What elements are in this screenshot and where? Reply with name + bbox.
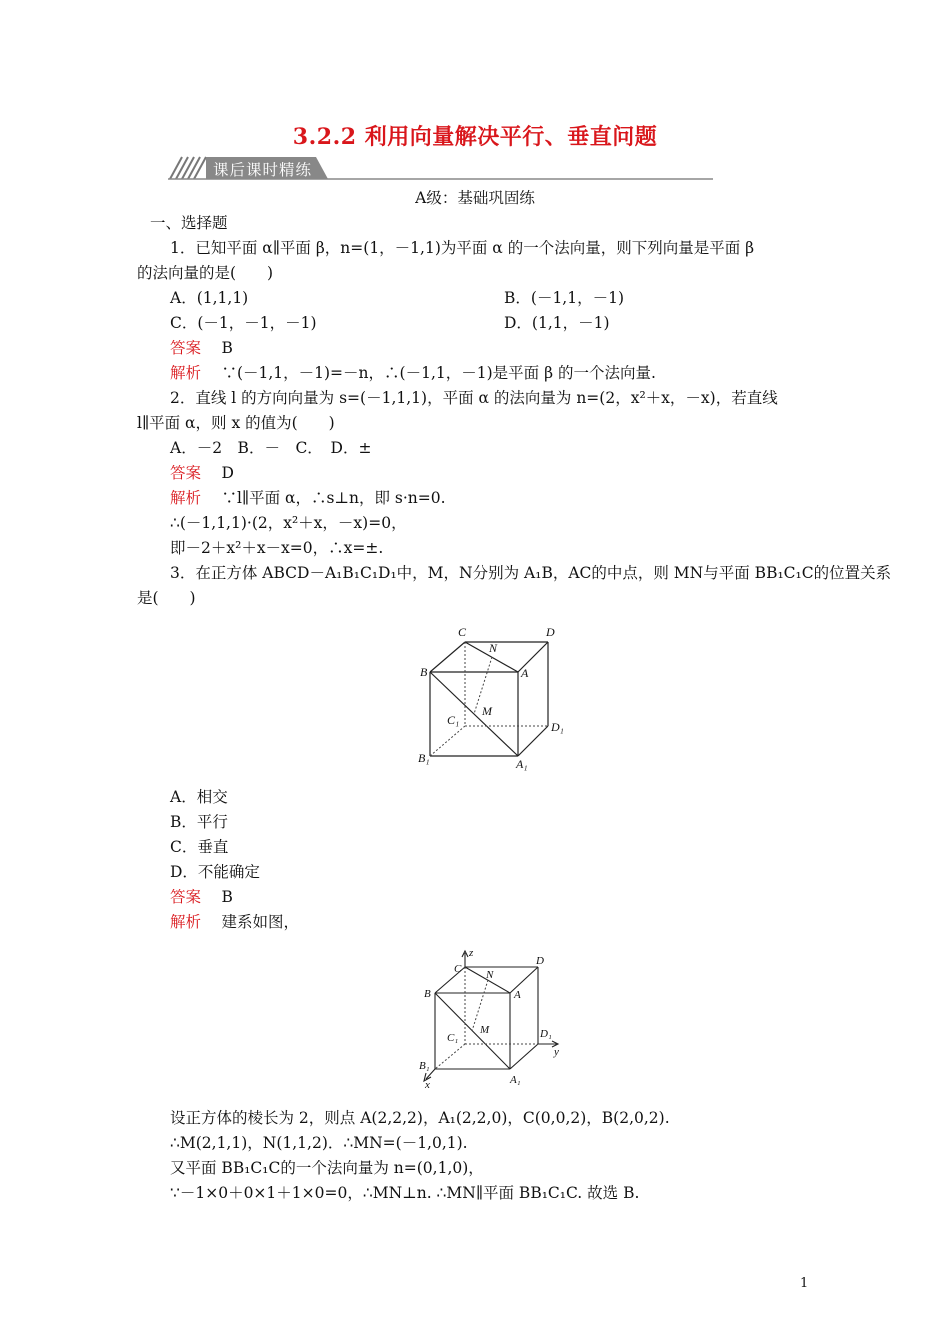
label-b: B	[424, 988, 431, 1000]
q3-option-d: D．不能确定	[170, 863, 260, 881]
q3-option-a: A．相交	[170, 788, 228, 806]
q3-solution-line4: ∵－1×0＋0×1＋1×0=0，∴MN⊥n. ∴MN∥平面 BB₁C₁C. 故选 B.	[170, 1184, 640, 1202]
answer-value: B	[221, 339, 233, 357]
axis-x-label: x	[425, 1079, 430, 1090]
q3-solution-line3: 又平面 BB₁C₁C的一个法向量为 n=(0,1,0)，	[170, 1159, 484, 1177]
q1-stem-line1: 1．已知平面 α∥平面 β，n=(1，－1,1)为平面 α 的一个法向量，则下列向量是平面 β	[170, 239, 755, 257]
label-n: N	[489, 641, 498, 655]
answer-label: 答案	[170, 464, 202, 482]
q1-analysis	[170, 363, 656, 383]
label-d1: D₁	[540, 1028, 552, 1040]
answer-value: D	[221, 464, 234, 482]
analysis-label: 解析	[170, 364, 202, 382]
page-number: 1	[800, 1276, 809, 1291]
page-title: 3.2.2 利用向量解决平行、垂直问题	[292, 124, 658, 150]
label-d: D	[546, 625, 555, 639]
q3-solution-line2: ∴M(2,1,1)，N(1,1,2)．∴MN=(－1,0,1).	[170, 1134, 468, 1152]
q1-option-b: B．(－1,1，－1)	[504, 289, 624, 307]
answer-label: 答案	[170, 888, 202, 906]
label-a: A	[514, 989, 521, 1001]
cube-figure	[410, 620, 580, 772]
coordinate-cube-figure	[410, 945, 580, 1090]
level-heading: A级：基础巩固练	[415, 189, 535, 207]
q1-option-a: A．(1,1,1)	[170, 289, 249, 307]
axis-z-label: z	[469, 947, 474, 959]
q1-option-c: C．(－1，－1，－1)	[170, 314, 317, 332]
label-b: B	[420, 665, 428, 679]
label-m: M	[480, 1024, 490, 1036]
analysis-label: 解析	[170, 489, 202, 507]
label-n: N	[486, 969, 494, 981]
q3-answer	[170, 887, 233, 907]
q3-option-c: C．垂直	[170, 838, 229, 856]
q3-solution-line1: 设正方体的棱长为 2，则点 A(2,2,2)，A₁(2,2,0)，C(0,0,2)，B(2,0,2).	[170, 1109, 670, 1127]
banner-label: 课后课时精练	[213, 161, 313, 179]
q2-stem-line1: 2．直线 l 的方向向量为 s=(－1,1,1)，平面 α 的法向量为 n=(2，x²＋x，－x)，若直线	[170, 389, 778, 407]
q3-stem-line2: 是( )	[137, 589, 196, 607]
answer-value: B	[221, 888, 233, 906]
q2-analysis-line2: ∴(－1,1,1)·(2，x²＋x，－x)=0，	[170, 514, 407, 532]
section-heading: 一、选择题	[150, 214, 228, 232]
label-d1: D₁	[551, 720, 564, 734]
analysis-label: 解析	[170, 913, 202, 931]
label-m: M	[482, 704, 492, 718]
banner-stripes	[170, 157, 206, 179]
label-a1: A₁	[510, 1074, 521, 1086]
label-c1: C₁	[447, 713, 460, 727]
q2-options: A．－2 B．－ C． D．±	[170, 439, 372, 457]
q3-stem-line1: 3．在正方体 ABCD－A₁B₁C₁D₁中，M，N分别为 A₁B，AC的中点，则 MN与平面 BB₁C₁C的位置关系	[170, 564, 892, 582]
analysis-text: ∵l∥平面 α，∴s⊥n，即 s·n=0.	[221, 489, 446, 507]
q1-option-d: D．(1,1，－1)	[504, 314, 610, 332]
label-a1: A₁	[516, 757, 528, 771]
label-b1: B₁	[419, 1060, 430, 1072]
q2-answer	[170, 463, 234, 483]
q3-option-b: B．平行	[170, 813, 228, 831]
axis-y-label: y	[554, 1046, 559, 1058]
label-c: C	[454, 963, 462, 975]
q2-analysis-line3: 即－2＋x²＋x－x=0，∴x=±.	[170, 539, 384, 557]
answer-label: 答案	[170, 339, 202, 357]
label-b1: B₁	[418, 751, 430, 765]
analysis-text: 建系如图，	[221, 913, 299, 931]
label-a: A	[521, 666, 529, 680]
analysis-text: ∵(－1,1，－1)=－n，∴(－1,1，－1)是平面 β 的一个法向量.	[221, 364, 656, 382]
q2-analysis	[170, 488, 446, 508]
q1-stem-line2: 的法向量的是( )	[137, 264, 274, 282]
q3-analysis	[170, 912, 299, 932]
label-c1: C₁	[447, 1032, 459, 1044]
q2-stem-line2: l∥平面 α，则 x 的值为( )	[137, 414, 335, 432]
label-d: D	[536, 955, 544, 967]
label-c: C	[458, 625, 467, 639]
q1-answer	[170, 338, 233, 358]
